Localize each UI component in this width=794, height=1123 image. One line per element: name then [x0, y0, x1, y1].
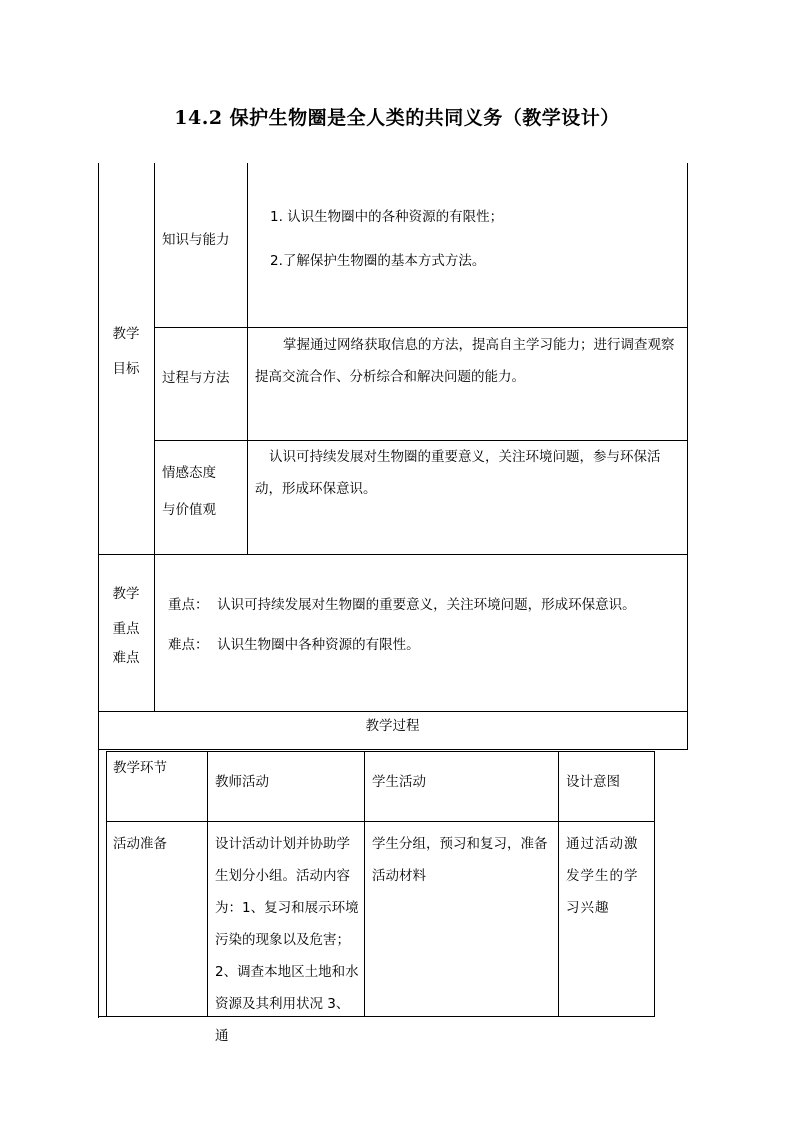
process-col-1: [106, 751, 107, 1016]
process-col-4: [558, 751, 559, 1016]
process-heading: 教学过程: [365, 718, 420, 734]
cell-teacher: 设计活动计划并协助学生划分小组。活动内容为：1、复习和展示环境污染的现象以及危害；2、调查本地区土地和水资源及其利用状况 3、通: [215, 836, 359, 1044]
row-divider-1: [154, 327, 687, 328]
key-point-text: 重点： 认识可持续发展对生物圈的重要意义，关注环境问题，形成环保意识。: [168, 597, 636, 613]
process-header-bottom: [106, 821, 655, 822]
emotion-label-line2: 与价值观: [162, 502, 216, 518]
cell-stage: 活动准备: [113, 836, 167, 852]
process-col-5: [654, 751, 655, 1016]
process-col-3: [364, 751, 365, 1016]
process-method-label: 过程与方法: [162, 370, 230, 386]
row-divider-3: [98, 554, 687, 555]
row-divider-5: [98, 749, 687, 750]
knowledge-label: 知识与能力: [162, 232, 230, 248]
cell-student: 学生分组，预习和复习，准备活动材料: [372, 836, 548, 884]
difficult-point-text: 难点： 认识生物圈中各种资源的有限性。: [168, 637, 420, 653]
emotion-text: 认识可持续发展对生物圈的重要意义，关注环境问题，参与环保活动，形成环保意识。: [255, 449, 661, 497]
process-col-2: [207, 751, 208, 1016]
column-header-teacher: 教师活动: [215, 774, 269, 790]
page-title: 14.2 保护生物圈是全人类的共同义务（教学设计）: [174, 107, 620, 129]
knowledge-item-2: 2.了解保护生物圈的基本方式方法。: [270, 253, 486, 269]
cell-intent: 通过活动激发学生的学习兴趣: [566, 836, 639, 916]
table-divider-label: [154, 163, 155, 711]
emotion-label-line1: 情感态度: [162, 465, 216, 481]
table-border-right: [687, 163, 688, 750]
column-header-intent: 设计意图: [566, 774, 620, 790]
column-header-stage: 教学环节: [113, 760, 167, 776]
table-border-left: [98, 163, 99, 1018]
knowledge-item-1: 1. 认识生物圈中的各种资源的有限性；: [270, 209, 504, 225]
process-bottom: [98, 1016, 655, 1017]
column-header-student: 学生活动: [372, 774, 426, 790]
process-method-text: 掌握通过网络获取信息的方法，提高自主学习能力；进行调查观察提高交流合作、分析综合和解决问题的能力。: [255, 337, 675, 385]
table-divider-sublabel: [247, 163, 248, 554]
objectives-label: 教学 目标: [112, 326, 140, 377]
process-top: [106, 751, 655, 752]
key-points-label: 教学 重点 难点: [112, 586, 140, 666]
